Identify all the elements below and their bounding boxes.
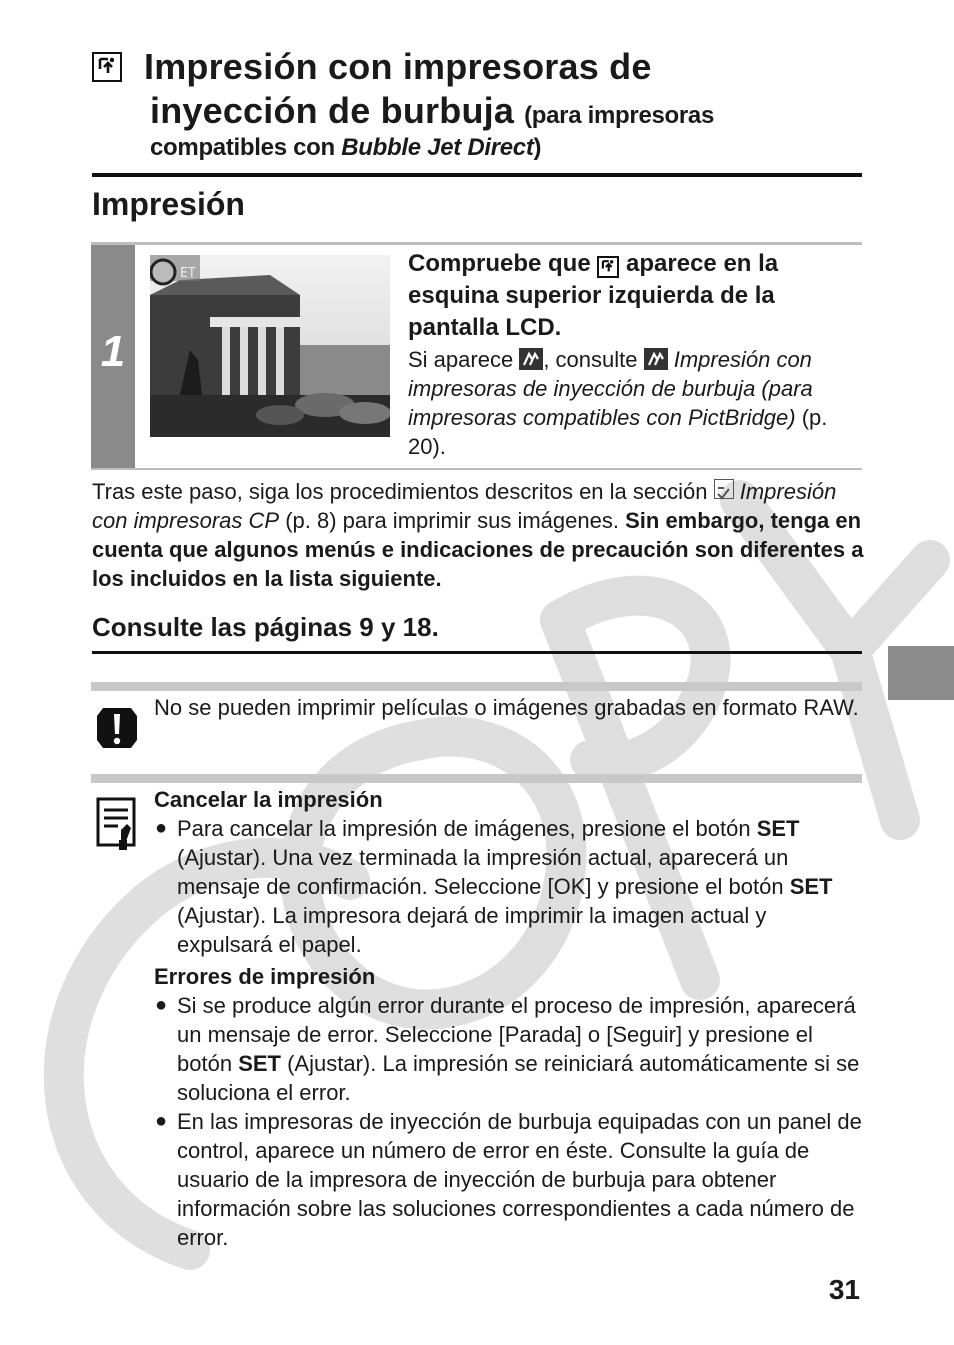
chapter-title	[92, 44, 862, 162]
title-paren-2: compatibles con	[150, 134, 335, 161]
para-italic: Impresión con impresoras CP	[92, 479, 837, 533]
title-line-2: inyección de burbuja	[150, 90, 515, 131]
step-detail-2: , consulte	[543, 347, 638, 372]
caution-text: No se pueden imprimir películas o imágenes grabadas en formato RAW.	[154, 695, 859, 720]
bullet: ●	[155, 994, 168, 1016]
step-detail-1: Si aparece	[408, 347, 514, 372]
caution-box	[91, 682, 862, 720]
title-line-1: Impresión con impresoras de	[144, 46, 652, 87]
bullet: ●	[155, 1110, 168, 1132]
memo-icon	[95, 796, 139, 852]
direct-print-icon-inline	[597, 256, 619, 278]
caution-bar	[91, 682, 862, 691]
error1-text-b: (Ajustar). La impresión se reiniciará automáticamente si se soluciona el error.	[177, 1051, 860, 1105]
para-bold: Sin embargo, tenga en cuenta que algunos menús e indicaciones de precaución son diferentes a los incluidos en la lista siguiente.	[92, 508, 864, 591]
step-1	[91, 242, 862, 470]
step-detail-ref: (p. 20).	[408, 405, 828, 459]
cancel-title: Cancelar la impresión	[154, 787, 383, 812]
subsection-title: Consulte las páginas 9 y 18.	[92, 612, 439, 642]
chapter-side-tab	[888, 646, 954, 700]
step-heading	[408, 248, 860, 344]
notes-box	[91, 774, 862, 1250]
errors-title: Errores de impresión	[154, 964, 376, 989]
intro-paragraph	[92, 477, 868, 593]
error-item-2	[154, 1107, 862, 1252]
pictbridge-icon	[519, 348, 543, 370]
cancel-item	[154, 814, 862, 959]
set-key-label: SET	[789, 874, 833, 899]
para-text-1: Tras este paso, siga los procedimientos descritos en la sección	[92, 479, 708, 504]
step-number-bar	[91, 245, 135, 468]
error2-text: En las impresoras de inyección de burbuja equipadas con un panel de control, aparece un número de error en éste. Consulte la guía de usuario de la impresora de inyección de burbuja para obtener información sobre las soluciones correspondientes a cada número de error.	[177, 1109, 862, 1250]
step-detail	[408, 345, 860, 461]
error1-text-a: Si se produce algún error durante el proceso de impresión, aparecerá un mensaje de error. Seleccione [Parada] o [Seguir] y presione el botón	[177, 993, 856, 1076]
title-paren-1: (para impresoras	[524, 102, 715, 129]
section-title: Impresión	[92, 186, 245, 222]
caution-icon	[95, 704, 139, 752]
cp-printer-icon	[714, 479, 734, 499]
para-text-2: (p. 8) para imprimir sus imágenes.	[285, 508, 619, 533]
set-key-label: SET	[238, 1051, 281, 1076]
notes-bar	[91, 774, 862, 783]
step-heading-post: aparece en la esquina superior izquierda de la pantalla LCD.	[408, 250, 779, 341]
step-heading-pre: Compruebe que	[408, 250, 591, 277]
direct-print-icon	[92, 52, 122, 82]
camera-lcd-photo	[150, 255, 390, 437]
bullet: ●	[155, 817, 168, 839]
page-number: 31	[828, 1274, 860, 1305]
title-paren-close: )	[533, 134, 542, 161]
subsection-rule	[92, 651, 862, 654]
title-paren-italic: Bubble Jet Direct	[341, 134, 534, 161]
title-line-3	[92, 134, 862, 162]
step-number: 1	[100, 327, 126, 376]
cancel-text-2: (Ajustar). Una vez terminada la impresión actual, aparecerá un mensaje de confirmación. Seleccione [OK] y presione el botón	[177, 845, 789, 899]
cancel-text-1: Para cancelar la impresión de imágenes, presione el botón	[177, 816, 751, 841]
pictbridge-icon-ref	[644, 348, 668, 370]
title-rule	[92, 173, 862, 177]
cancel-text-3: (Ajustar). La impresora dejará de imprimir la imagen actual y expulsará el papel.	[177, 903, 767, 957]
svg-text:ET: ET	[180, 266, 196, 281]
step-detail-italic: Impresión con impresoras de inyección de burbuja (para impresoras compatibles con PictBridge)	[408, 347, 813, 430]
error-item-1	[154, 991, 862, 1107]
set-key-label: SET	[756, 816, 800, 841]
